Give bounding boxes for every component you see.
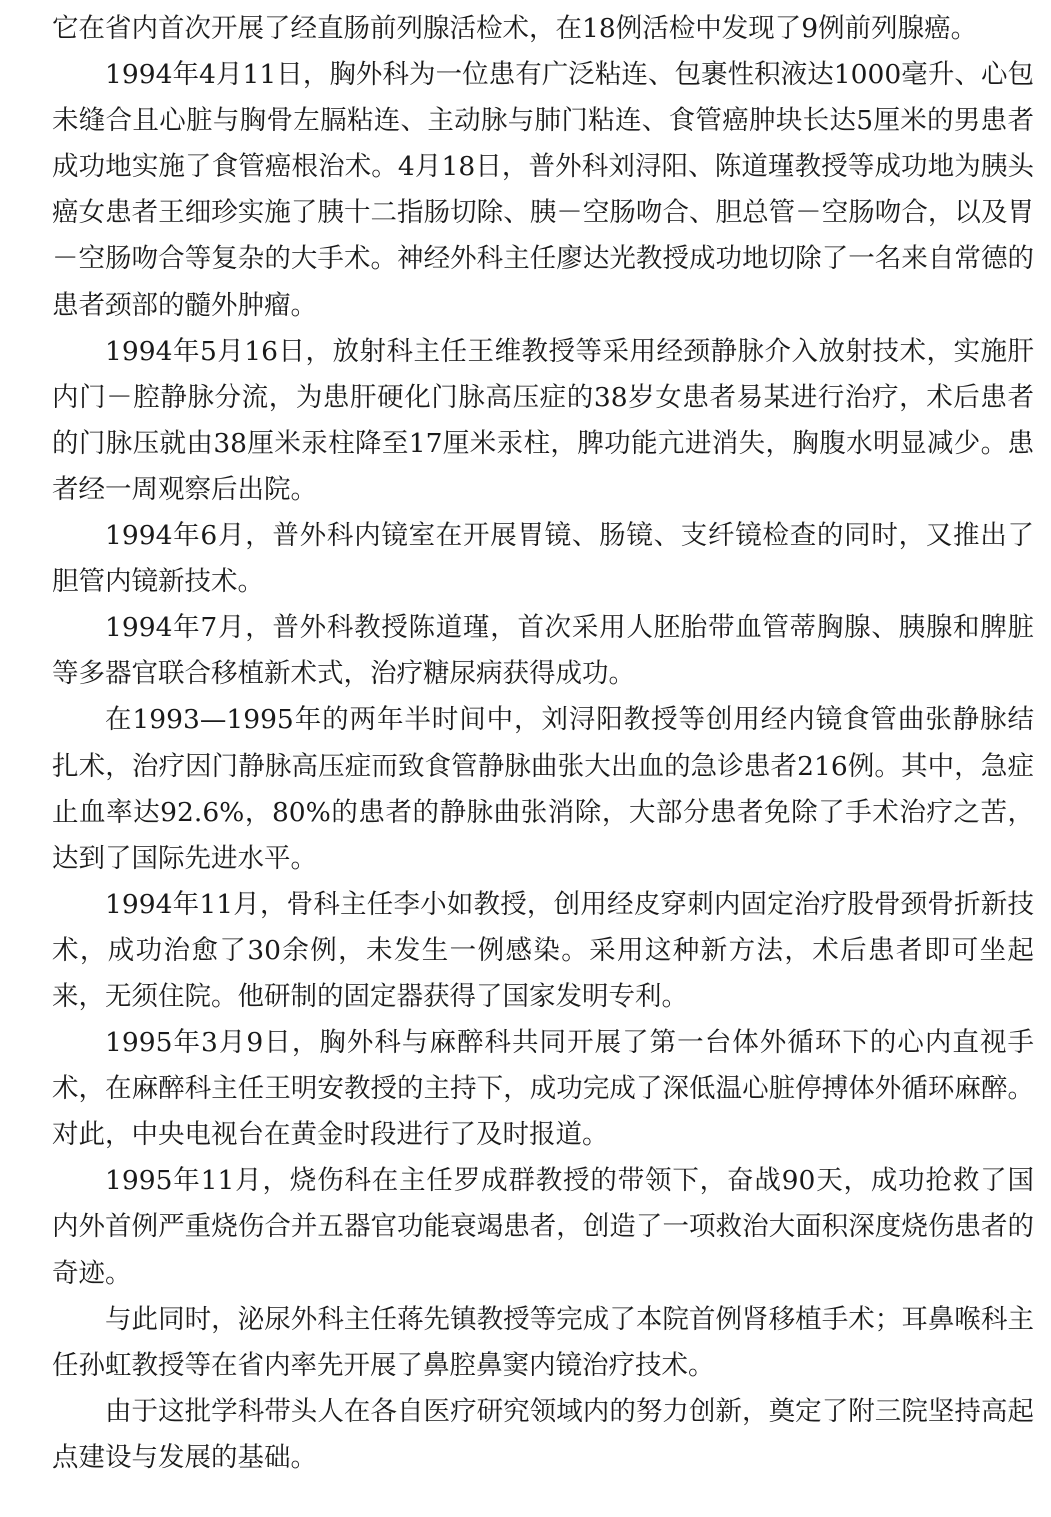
- paragraph-conclusion: 由于这批学科带头人在各自医疗研究领域内的努力创新，奠定了附三院坚持高起点建设与发展的基础。: [52, 1395, 1034, 1473]
- paragraph-urology-ent: 与此同时，泌尿外科主任蒋先镇教授等完成了本院首例肾移植手术；耳鼻喉科主任孙虹教授等在省内率先开展了鼻腔鼻窦内镜治疗技术。: [52, 1303, 1034, 1381]
- paragraph-orthopedics-1994-11: 1994年11月，骨科主任李小如教授，创用经皮穿刺内固定治疗股骨颈骨折新技术，成功治愈了30余例，未发生一例感染。采用这种新方法，术后患者即可坐起来，无须住院。他研制的固定器获得了国家发明专利。: [52, 888, 1034, 1012]
- paragraph-burns-1995-11: 1995年11月，烧伤科在主任罗成群教授的带领下，奋战90天，成功抢救了国内外首例严重烧伤合并五器官功能衰竭患者，创造了一项救治大面积深度烧伤患者的奇迹。: [52, 1165, 1034, 1289]
- document-page: [52, 6, 1034, 1481]
- paragraph-radiology-1994-05: 1994年5月16日，放射科主任王维教授等采用经颈静脉介入放射技术，实施肝内门－腔静脉分流，为患肝硬化门脉高压症的38岁女患者易某进行治疗，术后患者的门脉压就由38厘米汞柱降至17厘米汞柱，脾功能亢进消失，胸腹水明显减少。患者经一周观察后出院。: [52, 335, 1034, 505]
- paragraph-cardiac-1995-03: 1995年3月9日，胸外科与麻醉科共同开展了第一台体外循环下的心内直视手术，在麻醉科主任王明安教授的主持下，成功完成了深低温心脏停搏体外循环麻醉。对此，中央电视台在黄金时段进行了及时报道。: [52, 1027, 1034, 1151]
- paragraph-transplant-1994-07: 1994年7月，普外科教授陈道瑾，首次采用人胚胎带血管蒂胸腺、胰腺和脾脏等多器官联合移植新术式，治疗糖尿病获得成功。: [52, 612, 1034, 690]
- paragraph-continuation: 它在省内首次开展了经直肠前列腺活检术，在18例活检中发现了9例前列腺癌。: [52, 13, 978, 44]
- paragraph-endoscopy-1994-06: 1994年6月，普外科内镜室在开展胃镜、肠镜、支纤镜检查的同时，又推出了胆管内镜新技术。: [52, 520, 1034, 598]
- paragraph-thoracic-surgery-1994-04: 1994年4月11日，胸外科为一位患有广泛粘连、包裹性积液达1000毫升、心包未缝合且心脏与胸骨左膈粘连、主动脉与肺门粘连、食管癌肿块长达5厘米的男患者成功地实施了食管癌根治术。4月18日，普外科刘浔阳、陈道瑾教授等成功地为胰头癌女患者王细珍实施了胰十二指肠切除、胰－空肠吻合、胆总管－空肠吻合，以及胃－空肠吻合等复杂的大手术。神经外科主任廖达光教授成功地切除了一名来自常德的患者颈部的髓外肿瘤。: [52, 59, 1034, 321]
- paragraph-varices-1993-1995: 在1993—1995年的两年半时间中，刘浔阳教授等创用经内镜食管曲张静脉结扎术，治疗因门静脉高压症而致食管静脉曲张大出血的急诊患者216例。其中，急症止血率达92.6%，80%的患者的静脉曲张消除，大部分患者免除了手术治疗之苦，达到了国际先进水平。: [52, 704, 1034, 874]
